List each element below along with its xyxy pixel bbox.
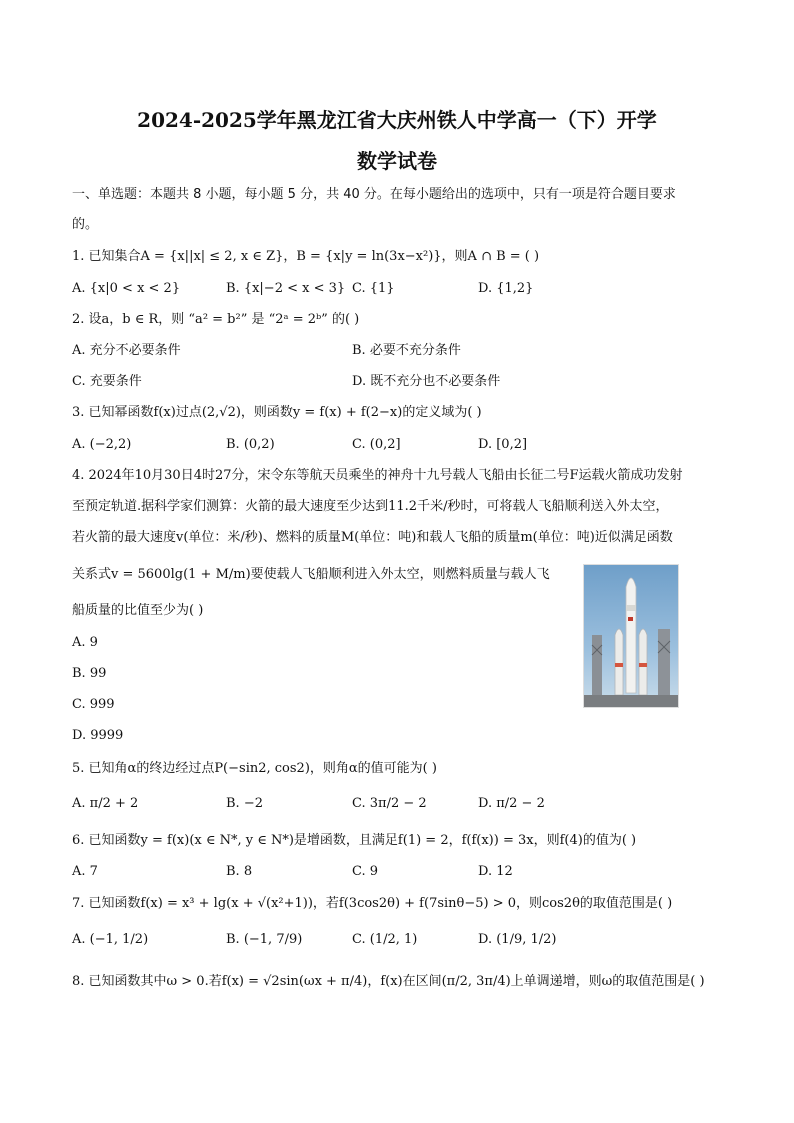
q4-option-a: A. 9 [72,635,98,650]
q5-option-b: B. −2 [226,796,263,811]
q3-option-d: D. [0,2] [478,437,528,452]
rocket-launch-photo [583,564,679,708]
question-4-line-2: 至预定轨道.据科学家们测算：火箭的最大速度至少达到11.2千米/秒时，可将载人飞船顺利送入外太空， [72,499,669,514]
q6-option-a: A. 7 [72,864,98,879]
q2-option-b: B. 必要不充分条件 [352,343,461,358]
section-heading-cont: 的。 [72,217,99,232]
q7-option-b: B. (−1, 7/9) [226,932,303,947]
q7-option-d: D. (1/9, 1/2) [478,932,557,947]
q5-option-d: D. π/2 − 2 [478,796,545,811]
q6-option-c: C. 9 [352,864,379,879]
question-7: 7. 已知函数f(x) = x³ + lg(x + √(x²+1))，若f(3cos2θ) + f(7sinθ−5) > 0，则cos2θ的取值范围是( ) [72,896,673,911]
question-5: 5. 已知角α的终边经过点P(−sin2, cos2)，则角α的值可能为( ) [72,761,437,776]
q2-option-a: A. 充分不必要条件 [72,343,181,358]
question-2: 2. 设a，b ∈ R，则 “a² = b²” 是 “2ᵃ = 2ᵇ” 的( ) [72,312,360,327]
question-4-line-4: 关系式v = 5600lg(1 + M/m)要使载人飞船顺利进入外太空，则燃料质量与载人飞 [72,567,550,582]
q4-option-d: D. 9999 [72,728,124,743]
q5-option-c: C. 3π/2 − 2 [352,796,427,811]
exam-subtitle: 数学试卷 [357,149,437,173]
q6-option-b: B. 8 [226,864,253,879]
q4-option-b: B. 99 [72,666,107,681]
q5-option-a: A. π/2 + 2 [72,796,139,811]
section-heading: 一、单选题：本题共 8 小题，每小题 5 分，共 40 分。在每小题给出的选项中，只有一项是符合题目要求 [72,187,676,202]
q3-option-b: B. (0,2) [226,437,275,452]
q1-option-b: B. {x|−2 < x < 3} [226,281,346,296]
question-4: 4. 2024年10月30日4时27分，宋令东等航天员乘坐的神舟十九号载人飞船由长征二号F运载火箭成功发射 [72,468,683,483]
q6-option-d: D. 12 [478,864,513,879]
question-6: 6. 已知函数y = f(x)(x ∈ N*, y ∈ N*)是增函数，且满足f(1) = 2，f(f(x)) = 3x，则f(4)的值为( ) [72,833,637,848]
q7-option-a: A. (−1, 1/2) [72,932,149,947]
question-1: 1. 已知集合A = {x||x| ≤ 2, x ∈ Z}，B = {x|y = ln(3x−x²)}，则A ∩ B = ( ) [72,249,540,264]
rocket-icon [584,565,678,707]
q2-option-c: C. 充要条件 [72,374,142,389]
q7-option-c: C. (1/2, 1) [352,932,418,947]
question-4-line-3: 若火箭的最大速度v(单位：米/秒)、燃料的质量M(单位：吨)和载人飞船的质量m(单位：吨)近似满足函数 [72,530,673,545]
question-8: 8. 已知函数其中ω > 0.若f(x) = √2sin(ωx + π/4)，f(x)在区间(π/2, 3π/4)上单调递增，则ω的取值范围是( ) [72,974,705,989]
q2-option-d: D. 既不充分也不必要条件 [352,374,501,389]
q1-option-d: D. {1,2} [478,281,534,296]
q4-option-c: C. 999 [72,697,115,712]
q1-option-a: A. {x|0 < x < 2} [72,281,181,296]
question-3: 3. 已知幂函数f(x)过点(2,√2)，则函数y = f(x) + f(2−x)的定义域为( ) [72,405,482,420]
q3-option-a: A. (−2,2) [72,437,132,452]
q1-option-c: C. {1} [352,281,395,296]
question-4-line-5: 船质量的比值至少为( ) [72,603,204,618]
exam-title: 2024-2025学年黑龙江省大庆州铁人中学高一（下）开学 [137,108,657,132]
q3-option-c: C. (0,2] [352,437,401,452]
